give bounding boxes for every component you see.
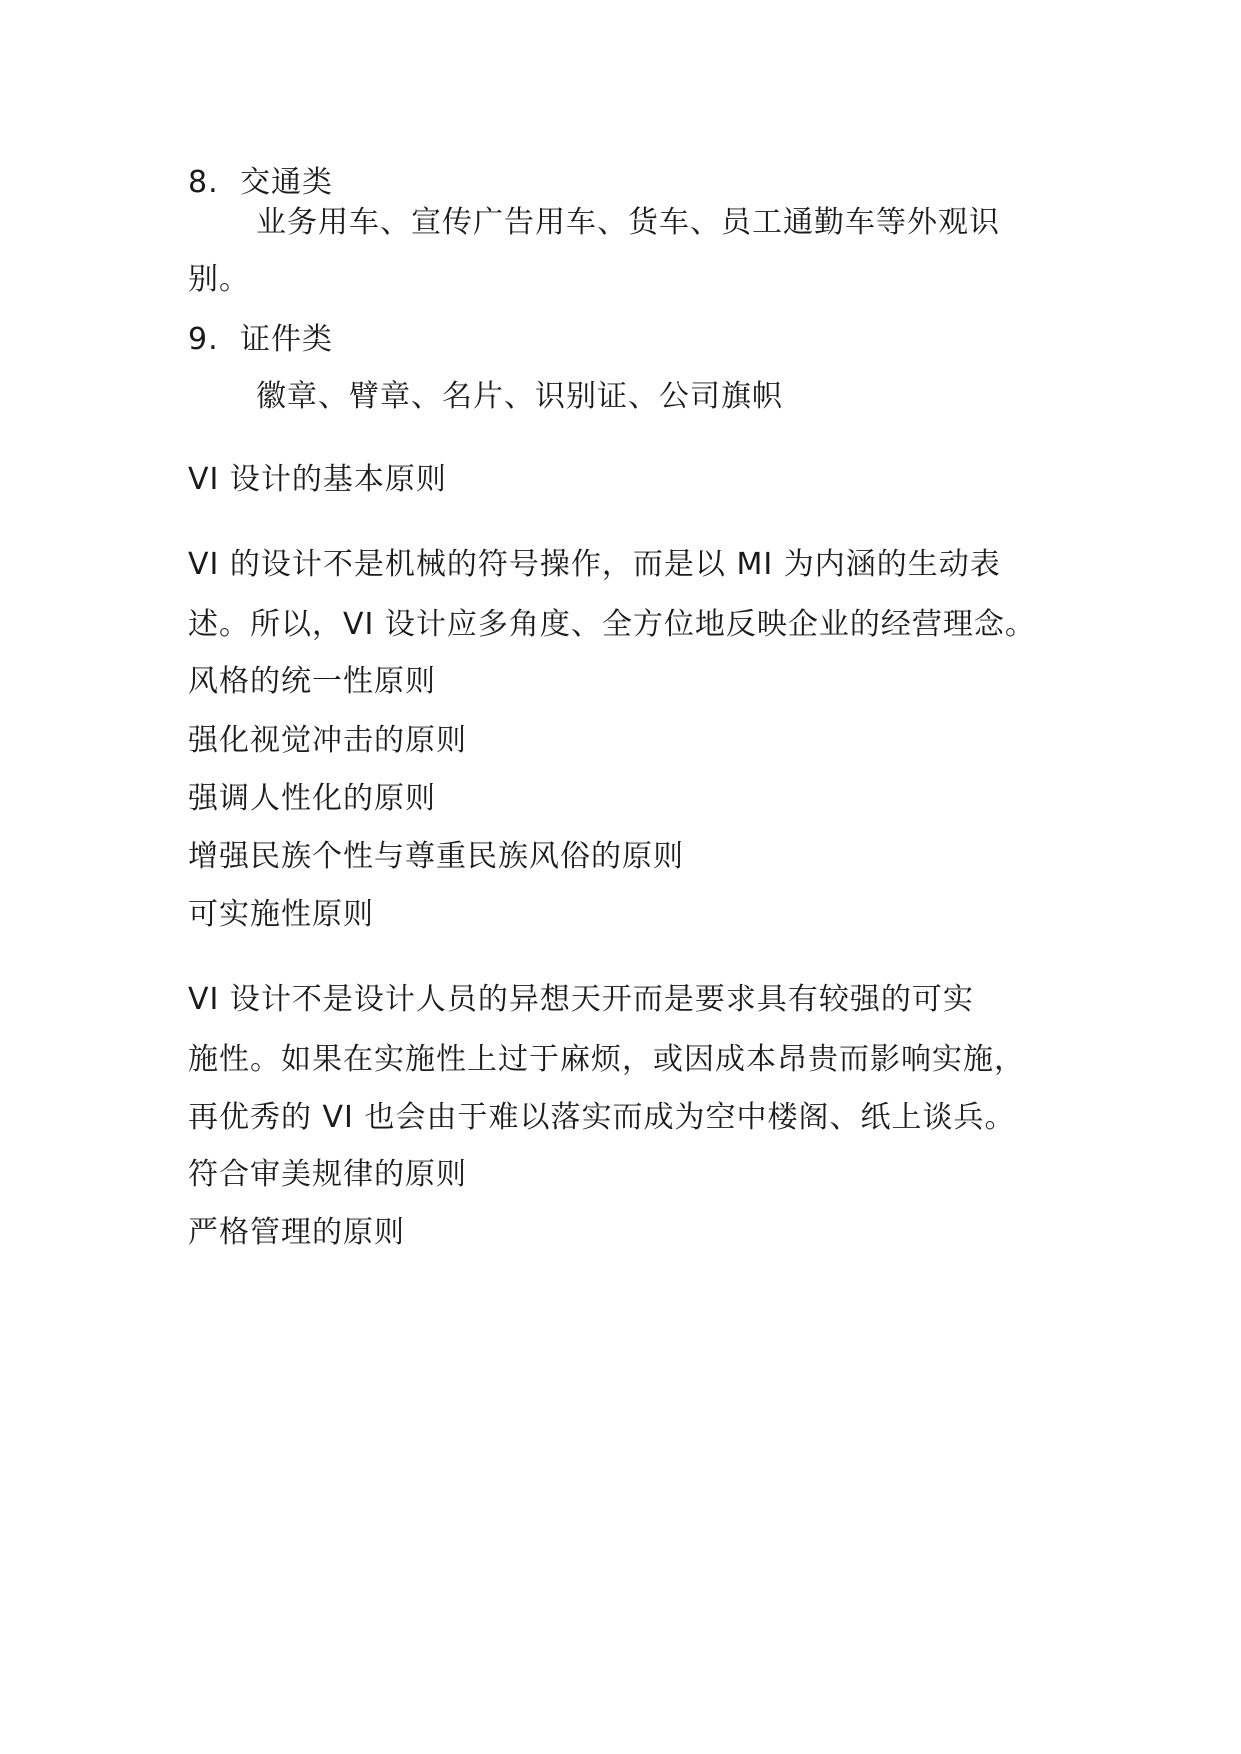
principle-item: 可实施性原则 [188, 897, 374, 932]
section-heading: VI 设计的基本原则 [188, 462, 447, 497]
principle-item: 符合审美规律的原则 [188, 1157, 467, 1192]
principle-item: 强调人性化的原则 [188, 781, 436, 816]
intro-line-1: VI 的设计不是机械的符号操作，而是以 MI 为内涵的生动表 [188, 547, 1001, 582]
feasibility-line-3: 再优秀的 VI 也会由于难以落实而成为空中楼阁、纸上谈兵。 [188, 1100, 1016, 1135]
list-item-9 [188, 320, 333, 360]
item-title: 证件类 [240, 322, 333, 357]
item-title: 交通类 [240, 165, 333, 200]
transport-desc-line-1: 业务用车、宣传广告用车、货车、员工通勤车等外观识 [256, 205, 1000, 240]
item-number: 9. [188, 322, 219, 357]
principle-item: 严格管理的原则 [188, 1215, 405, 1250]
principle-item: 增强民族个性与尊重民族风俗的原则 [188, 839, 684, 874]
feasibility-line-2: 施性。如果在实施性上过于麻烦，或因成本昂贵而影响实施， [188, 1042, 1025, 1077]
principle-item: 风格的统一性原则 [188, 664, 436, 699]
intro-line-2: 述。所以，VI 设计应多角度、全方位地反映企业的经营理念。 [188, 607, 1036, 642]
cert-desc: 徽章、臂章、名片、识别证、公司旗帜 [256, 379, 783, 414]
item-number: 8. [188, 165, 219, 200]
principle-item: 强化视觉冲击的原则 [188, 723, 467, 758]
transport-desc-line-2: 别。 [188, 262, 250, 297]
feasibility-line-1: VI 设计不是设计人员的异想天开而是要求具有较强的可实 [188, 982, 974, 1017]
list-item-8 [188, 163, 333, 203]
